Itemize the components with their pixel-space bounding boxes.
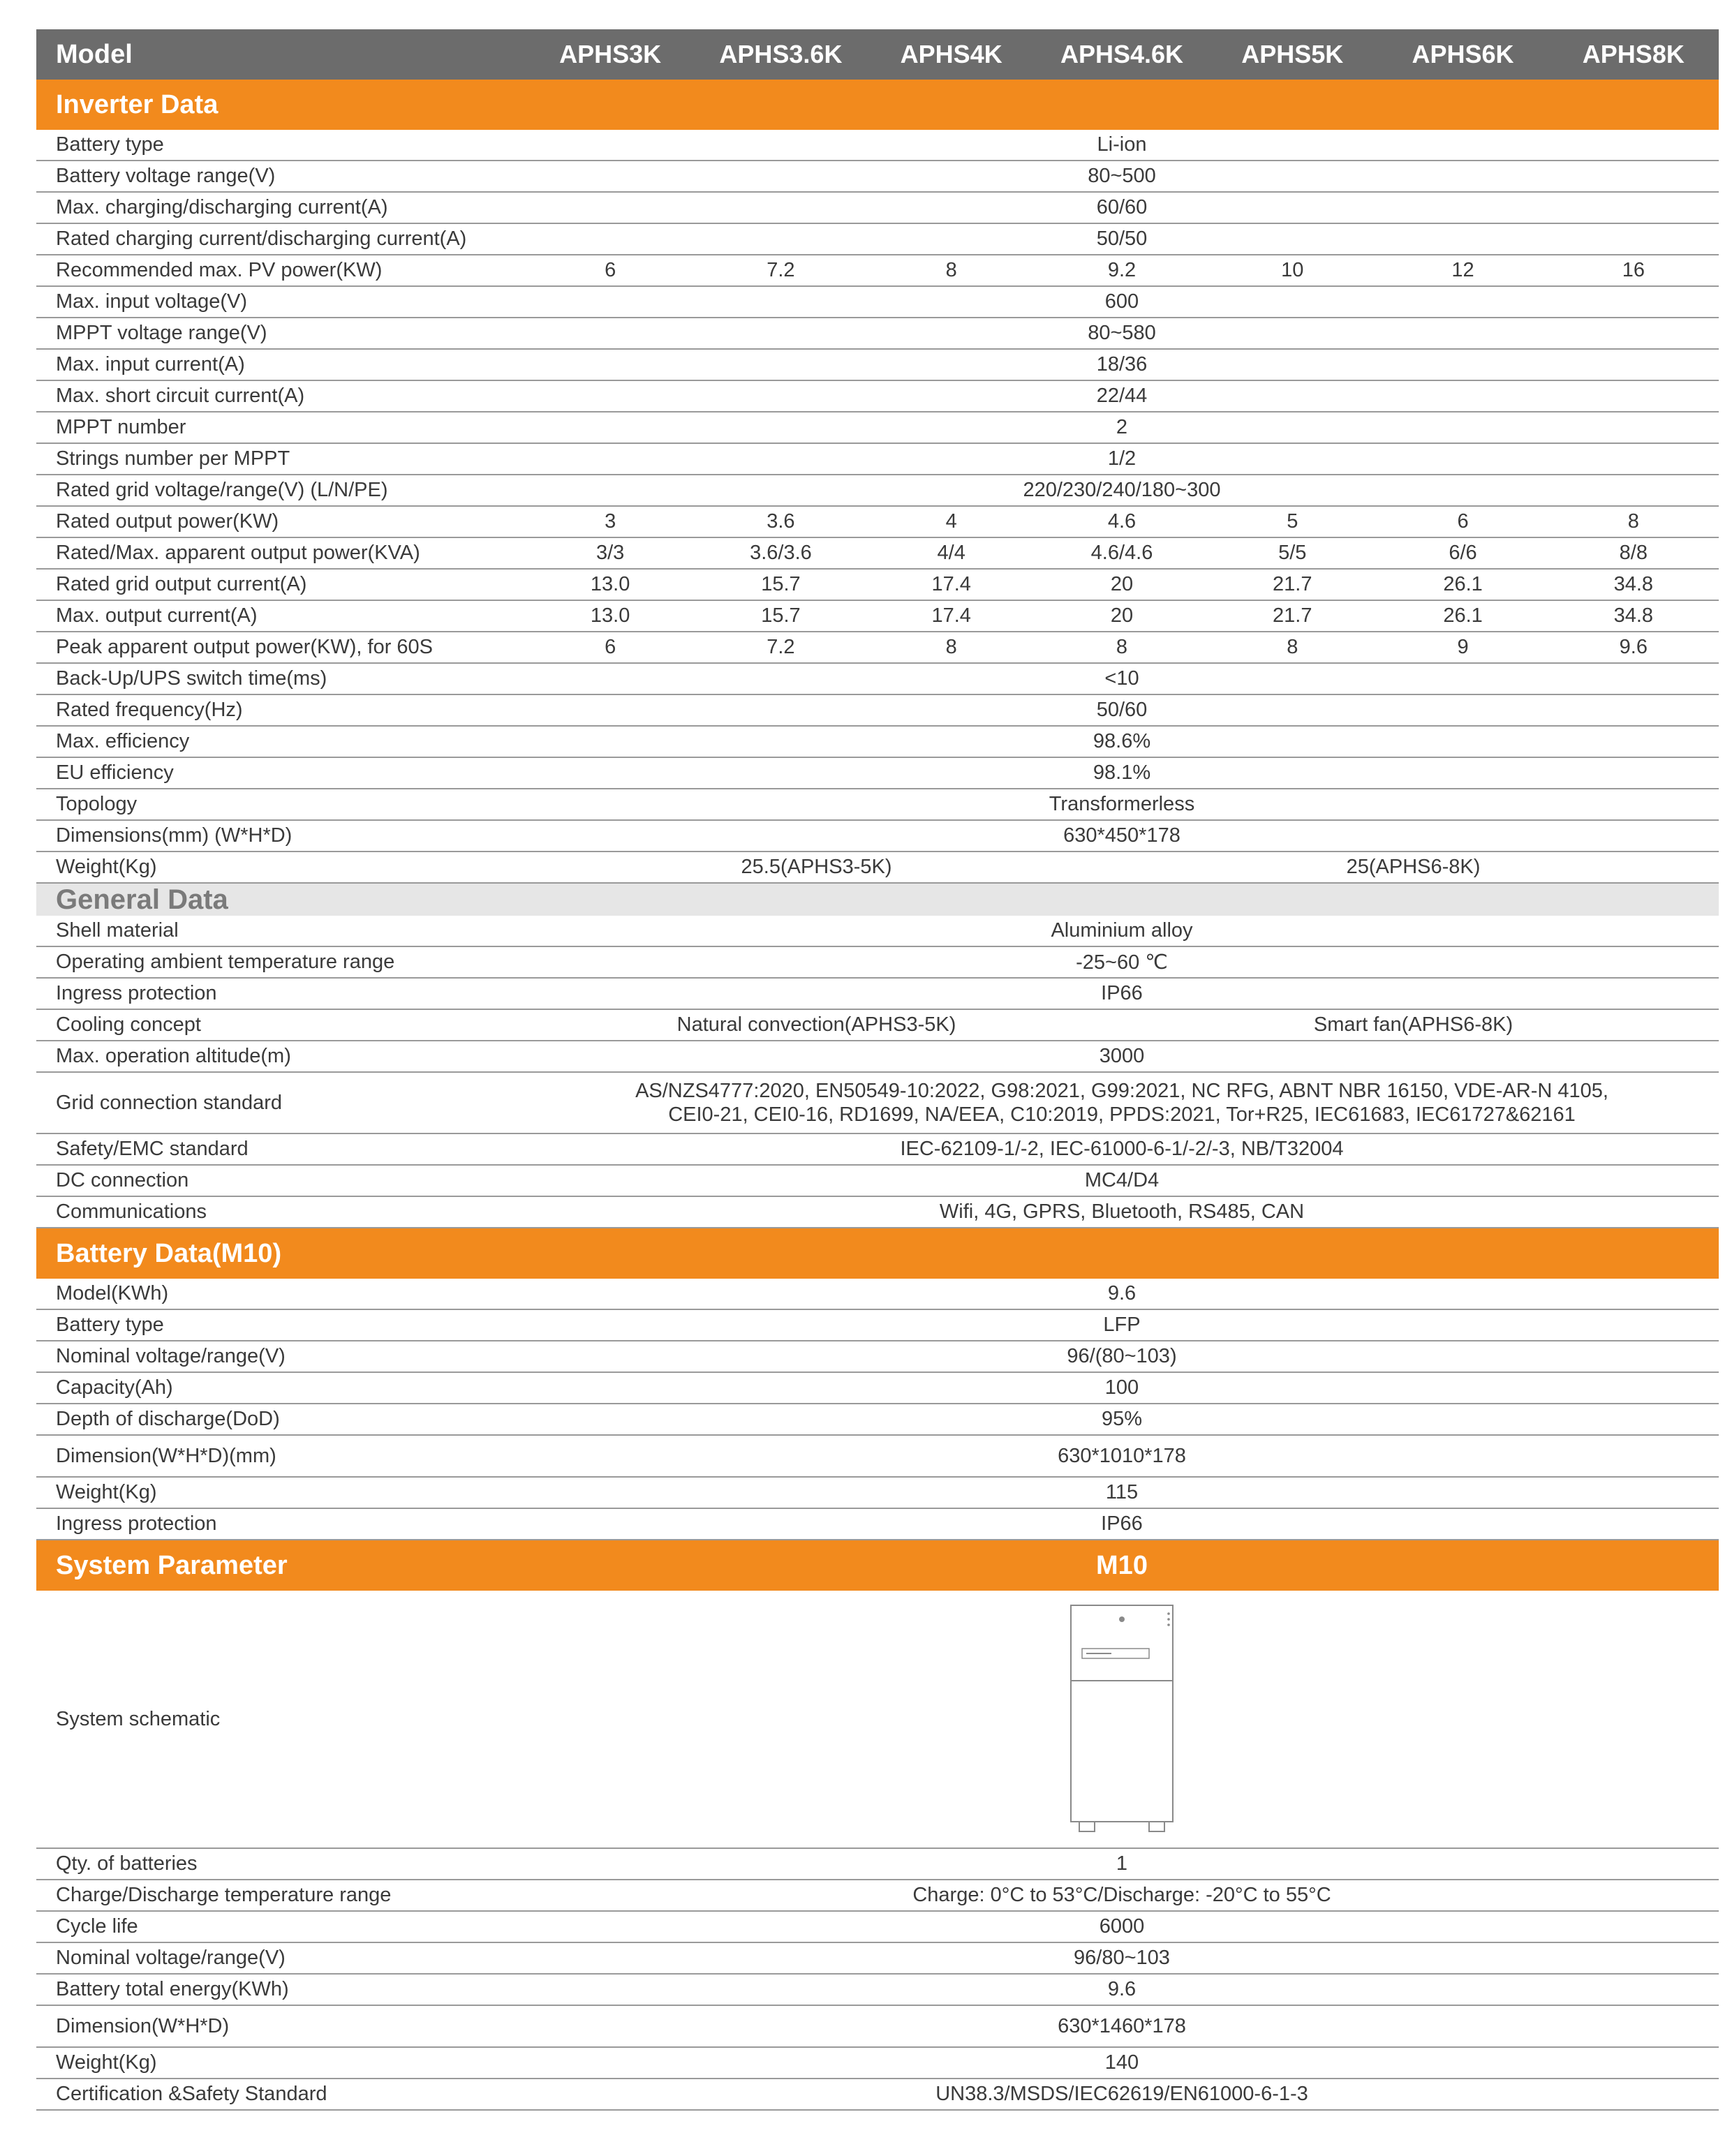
spec-row [36, 789, 1719, 821]
spec-label: MPPT voltage range(V) [56, 322, 267, 344]
spec-row [36, 601, 1719, 632]
spec-label: Safety/EMC standard [56, 1138, 249, 1160]
spec-row [36, 1509, 1719, 1540]
spec-row-grid-standard [36, 1073, 1719, 1134]
section-model: M10 [1096, 1550, 1148, 1580]
spec-row [36, 475, 1719, 507]
spec-value: 3/3 [595, 542, 625, 564]
spec-row [36, 1880, 1719, 1912]
spec-value: Charge: 0°C to 53°C/Discharge: -20°C to 55°C [912, 1884, 1331, 1906]
spec-row [36, 664, 1719, 695]
spec-value: Wifi, 4G, GPRS, Bluetooth, RS485, CAN [939, 1200, 1305, 1223]
spec-value: 4.6 [1107, 510, 1137, 533]
spec-value: 3.6/3.6 [750, 542, 812, 564]
model-name: APHS4K [900, 40, 1002, 68]
spec-row [36, 1975, 1719, 2006]
spec-row [36, 350, 1719, 381]
spec-label: Max. charging/discharging current(A) [56, 196, 388, 218]
spec-label: Depth of discharge(DoD) [56, 1408, 280, 1430]
spec-value: 2 [1116, 416, 1128, 438]
spec-value: 3000 [1099, 1045, 1145, 1067]
spec-value-line: CEI0-21, CEI0-16, RD1699, NA/EEA, C10:2019, PPDS:2021, Tor+R25, IEC61683, IEC61727&62161 [668, 1103, 1576, 1126]
spec-row [36, 979, 1719, 1010]
spec-label: System schematic [56, 1707, 221, 1730]
spec-label: Battery total energy(KWh) [56, 1978, 289, 2000]
section-title: Inverter Data [56, 89, 219, 119]
spec-value: 630*450*178 [1063, 824, 1180, 847]
spec-row [36, 2048, 1719, 2079]
spec-value: 630*1460*178 [1058, 2014, 1186, 2037]
spec-row [36, 255, 1719, 287]
spec-value: 96/(80~103) [1067, 1345, 1177, 1367]
spec-row [36, 570, 1719, 601]
spec-value: 17.4 [931, 604, 971, 627]
spec-value-group [525, 1509, 1719, 1539]
spec-label: Communications [56, 1200, 207, 1223]
spec-value-group [525, 475, 1719, 505]
spec-value: 17.4 [931, 573, 971, 595]
spec-row [36, 727, 1719, 758]
spec-value: 9.6 [1619, 636, 1648, 658]
spec-value: 8 [945, 636, 957, 658]
spec-row [36, 1134, 1719, 1166]
spec-row-cooling [36, 1010, 1719, 1041]
spec-value: -25~60 ℃ [1076, 951, 1168, 974]
model-name: APHS3.6K [719, 40, 843, 68]
spec-value-group [525, 758, 1719, 788]
spec-label: Nominal voltage/range(V) [56, 1947, 286, 1969]
spec-value: 6 [605, 636, 616, 658]
spec-row [36, 130, 1719, 161]
spec-value-group [525, 1478, 1719, 1508]
section-title: Battery Data(M10) [56, 1238, 282, 1268]
schematic-cell [525, 1591, 1719, 1848]
spec-label: Max. efficiency [56, 730, 190, 752]
spec-value: 21.7 [1273, 573, 1312, 595]
spec-label: Shell material [56, 919, 179, 942]
spec-row [36, 1310, 1719, 1341]
spec-value: IEC-62109-1/-2, IEC-61000-6-1/-2/-3, NB/T32004 [900, 1138, 1344, 1160]
spec-value-group [525, 1436, 1719, 1476]
spec-value: 1/2 [1107, 447, 1137, 470]
spec-value: 26.1 [1443, 604, 1483, 627]
spec-row [36, 916, 1719, 947]
spec-value-group [525, 632, 1719, 662]
spec-value: 4.6/4.6 [1090, 542, 1153, 564]
spec-value-group [525, 1912, 1719, 1942]
spec-label: Max. short circuit current(A) [56, 385, 305, 407]
spec-value: 9.2 [1107, 259, 1137, 281]
spec-value: 80~500 [1088, 165, 1156, 187]
spec-label: Grid connection standard [56, 1091, 283, 1114]
spec-label: Rated grid voltage/range(V) (L/N/PE) [56, 479, 388, 501]
model-name: APHS3K [559, 40, 662, 68]
system-rows [36, 1849, 1719, 2111]
spec-value: 98.6% [1093, 730, 1151, 752]
spec-row [36, 1166, 1719, 1197]
spec-value: 12 [1451, 259, 1474, 281]
model-name: APHS4.6K [1060, 40, 1184, 68]
spec-value-group [525, 821, 1719, 851]
spec-value-group [525, 1073, 1719, 1133]
spec-value-group [525, 664, 1719, 694]
spec-sheet [36, 29, 1719, 2111]
spec-value-group [525, 1166, 1719, 1196]
spec-value-group [525, 789, 1719, 819]
spec-value: 10 [1281, 259, 1304, 281]
spec-label: Battery type [56, 1314, 164, 1336]
spec-value: 9 [1457, 636, 1469, 658]
spec-label: Back-Up/UPS switch time(ms) [56, 667, 327, 690]
spec-value: 5/5 [1278, 542, 1307, 564]
section-header-system [36, 1540, 1719, 1591]
spec-row [36, 1373, 1719, 1404]
spec-value: 220/230/240/180~300 [1023, 479, 1221, 501]
spec-label: Nominal voltage/range(V) [56, 1345, 286, 1367]
spec-value-group [525, 2006, 1719, 2046]
inverter-rows [36, 130, 1719, 852]
spec-label: Rated charging current/discharging current(A) [56, 228, 467, 250]
spec-value-group [525, 1373, 1719, 1403]
spec-value: 7.2 [767, 259, 795, 281]
spec-value-group [525, 318, 1719, 348]
spec-value: 8 [1627, 510, 1639, 533]
spec-row [36, 1478, 1719, 1509]
spec-value: 3.6 [767, 510, 795, 533]
spec-value-group [525, 1134, 1719, 1164]
spec-label: EU efficiency [56, 761, 174, 784]
spec-value-right: Smart fan(APHS6-8K) [1313, 1013, 1513, 1036]
spec-row [36, 287, 1719, 318]
spec-label: Capacity(Ah) [56, 1376, 173, 1399]
spec-value-group [525, 255, 1719, 285]
spec-value: 20 [1110, 573, 1134, 595]
spec-value-left: Natural convection(APHS3-5K) [676, 1013, 956, 1036]
spec-label: Max. input current(A) [56, 353, 245, 376]
spec-row [36, 758, 1719, 789]
spec-row [36, 161, 1719, 193]
spec-value-group [525, 193, 1719, 223]
spec-value-group [525, 695, 1719, 725]
spec-label: Certification &Safety Standard [56, 2083, 327, 2105]
spec-label: Weight(Kg) [56, 2051, 157, 2074]
spec-label: Rated grid output current(A) [56, 573, 307, 595]
spec-value: <10 [1104, 667, 1139, 690]
spec-row [36, 193, 1719, 224]
general-rows-a [36, 916, 1719, 1010]
spec-row [36, 1197, 1719, 1228]
spec-label: Charge/Discharge temperature range [56, 1884, 392, 1906]
model-header-values [525, 29, 1719, 80]
model-name: APHS8K [1582, 40, 1685, 68]
spec-value: 80~580 [1088, 322, 1156, 344]
spec-label: Dimensions(mm) (W*H*D) [56, 824, 293, 847]
spec-label: Cooling concept [56, 1013, 201, 1036]
spec-value-line: AS/NZS4777:2020, EN50549-10:2022, G98:2021, G99:2021, NC RFG, ABNT NBR 16150, VDE-AR-N 4105, [635, 1080, 1608, 1102]
spec-label: DC connection [56, 1169, 189, 1191]
spec-value-group [525, 1041, 1719, 1071]
spec-value: 140 [1104, 2051, 1139, 2074]
spec-value: 20 [1110, 604, 1134, 627]
spec-row-altitude [36, 1041, 1719, 1073]
model-name: APHS6K [1412, 40, 1514, 68]
spec-label: Topology [56, 793, 138, 815]
spec-label: Qty. of batteries [56, 1852, 198, 1875]
spec-value: 34.8 [1613, 604, 1654, 627]
spec-value-group [525, 2048, 1719, 2078]
spec-row [36, 1912, 1719, 1943]
spec-value: 5 [1287, 510, 1298, 533]
spec-value: 96/80~103 [1074, 1947, 1170, 1969]
spec-value: 6000 [1099, 1915, 1145, 1938]
spec-value-group [525, 287, 1719, 317]
spec-value-group [525, 979, 1719, 1009]
spec-label: Max. output current(A) [56, 604, 258, 627]
battery-cabinet-illustration [1069, 1604, 1174, 1834]
spec-label: Battery type [56, 133, 164, 156]
spec-value: 95% [1101, 1408, 1143, 1430]
spec-value: 600 [1104, 290, 1139, 313]
spec-row [36, 2079, 1719, 2111]
spec-value-group [525, 570, 1719, 600]
spec-value-group [525, 1197, 1719, 1227]
spec-label: Battery voltage range(V) [56, 165, 276, 187]
spec-value: 3 [605, 510, 616, 533]
spec-row [36, 1436, 1719, 1478]
section-model-group [525, 1540, 1719, 1591]
model-header-row [36, 29, 1719, 80]
spec-label: Recommended max. PV power(KW) [56, 259, 383, 281]
spec-label: Max. operation altitude(m) [56, 1045, 291, 1067]
spec-value: Li-ion [1097, 133, 1147, 156]
spec-row [36, 412, 1719, 444]
spec-value: 4 [945, 510, 957, 533]
schematic-wrap [525, 1604, 1719, 1834]
spec-value: 15.7 [761, 604, 801, 627]
spec-value: IP66 [1101, 982, 1143, 1004]
spec-value: 6 [605, 259, 616, 281]
spec-value-group [525, 2079, 1719, 2109]
spec-row [36, 444, 1719, 475]
spec-label: Rated frequency(Hz) [56, 699, 243, 721]
spec-value-group [525, 130, 1719, 160]
spec-value: 26.1 [1443, 573, 1483, 595]
spec-value: 6 [1457, 510, 1469, 533]
spec-value: 98.1% [1093, 761, 1151, 784]
spec-value: Aluminium alloy [1051, 919, 1193, 942]
spec-value-group [525, 1341, 1719, 1371]
spec-row [36, 821, 1719, 852]
spec-value: 115 [1105, 1481, 1139, 1503]
spec-value-group [525, 1279, 1719, 1309]
spec-row [36, 1849, 1719, 1880]
spec-value-group [525, 1310, 1719, 1340]
spec-value-left: 25.5(APHS3-5K) [741, 856, 892, 878]
spec-value: 18/36 [1096, 353, 1148, 376]
spec-value: 8 [945, 259, 957, 281]
spec-value: MC4/D4 [1084, 1169, 1160, 1191]
spec-value-group [525, 350, 1719, 380]
spec-value: 8 [1287, 636, 1298, 658]
spec-value: 100 [1104, 1376, 1139, 1399]
spec-value: 8 [1116, 636, 1128, 658]
spec-value: 13.0 [590, 573, 630, 595]
spec-row-schematic [36, 1591, 1719, 1849]
spec-value: 1 [1116, 1852, 1128, 1875]
spec-value-group [525, 916, 1719, 946]
spec-label: Strings number per MPPT [56, 447, 290, 470]
spec-value: 9.6 [1107, 1978, 1137, 2000]
spec-value: 7.2 [767, 636, 795, 658]
section-title: System Parameter [56, 1550, 288, 1580]
spec-value: 16 [1622, 259, 1645, 281]
spec-label: Operating ambient temperature range [56, 951, 395, 973]
spec-row [36, 318, 1719, 350]
spec-value: 9.6 [1107, 1282, 1137, 1304]
spec-label: Dimension(W*H*D) [56, 2014, 230, 2037]
model-header-label: Model [56, 39, 133, 69]
spec-row [36, 507, 1719, 538]
spec-label: Ingress protection [56, 982, 217, 1004]
spec-value-group [525, 1880, 1719, 1910]
spec-label: Weight(Kg) [56, 856, 157, 878]
spec-value-group [525, 601, 1719, 631]
spec-label: Ingress protection [56, 1512, 217, 1535]
section-header-inverter [36, 80, 1719, 130]
spec-value: 4/4 [937, 542, 965, 564]
section-header-general [36, 884, 1719, 916]
spec-value: 50/50 [1096, 228, 1148, 250]
spec-row [36, 2006, 1719, 2048]
spec-label: Max. input voltage(V) [56, 290, 248, 313]
spec-label: Peak apparent output power(KW), for 60S [56, 636, 434, 658]
spec-value: 34.8 [1613, 573, 1654, 595]
section-title: General Data [56, 884, 228, 915]
spec-value-group [525, 1943, 1719, 1973]
spec-value: UN38.3/MSDS/IEC62619/EN61000-6-1-3 [935, 2083, 1308, 2105]
spec-row [36, 1404, 1719, 1436]
model-name: APHS5K [1241, 40, 1344, 68]
spec-value-group [525, 538, 1719, 568]
general-rows-b [36, 1134, 1719, 1228]
spec-value: 6/6 [1449, 542, 1477, 564]
section-header-battery [36, 1228, 1719, 1279]
spec-value: IP66 [1101, 1512, 1143, 1535]
spec-split-values [525, 856, 1719, 879]
spec-value: 8/8 [1619, 542, 1648, 564]
spec-value-group [525, 1849, 1719, 1879]
spec-label: Dimension(W*H*D)(mm) [56, 1444, 276, 1467]
spec-value: 630*1010*178 [1058, 1444, 1186, 1467]
spec-value-group [525, 412, 1719, 443]
spec-label: Cycle life [56, 1915, 138, 1938]
spec-value-group [525, 444, 1719, 474]
spec-value-right: 25(APHS6-8K) [1346, 856, 1481, 878]
spec-row [36, 224, 1719, 255]
spec-row [36, 1341, 1719, 1373]
spec-value-group [525, 161, 1719, 191]
spec-value: 13.0 [590, 604, 630, 627]
spec-label: Model(KWh) [56, 1282, 169, 1304]
spec-row [36, 1279, 1719, 1310]
spec-value-group [525, 381, 1719, 411]
spec-label: Rated output power(KW) [56, 510, 279, 533]
spec-value-group [525, 507, 1719, 537]
spec-value-group [525, 947, 1719, 977]
spec-row [36, 632, 1719, 664]
spec-value: LFP [1103, 1314, 1141, 1336]
spec-value: 60/60 [1096, 196, 1148, 218]
spec-row [36, 538, 1719, 570]
spec-label: Weight(Kg) [56, 1481, 157, 1503]
spec-label: Rated/Max. apparent output power(KVA) [56, 542, 420, 564]
spec-label: MPPT number [56, 416, 186, 438]
spec-split-values [525, 1013, 1719, 1036]
spec-row [36, 947, 1719, 979]
battery-rows [36, 1279, 1719, 1540]
spec-row [36, 695, 1719, 727]
spec-value-group [525, 727, 1719, 757]
spec-row-weight [36, 852, 1719, 884]
spec-value: 22/44 [1096, 385, 1148, 407]
spec-value-group [525, 224, 1719, 254]
spec-value-group [525, 1975, 1719, 2005]
spec-value-group [525, 1404, 1719, 1434]
spec-value: 21.7 [1273, 604, 1312, 627]
spec-value: Transformerless [1049, 793, 1195, 815]
spec-value: 50/60 [1096, 699, 1148, 721]
spec-row [36, 381, 1719, 412]
spec-value: 15.7 [761, 573, 801, 595]
spec-row [36, 1943, 1719, 1975]
